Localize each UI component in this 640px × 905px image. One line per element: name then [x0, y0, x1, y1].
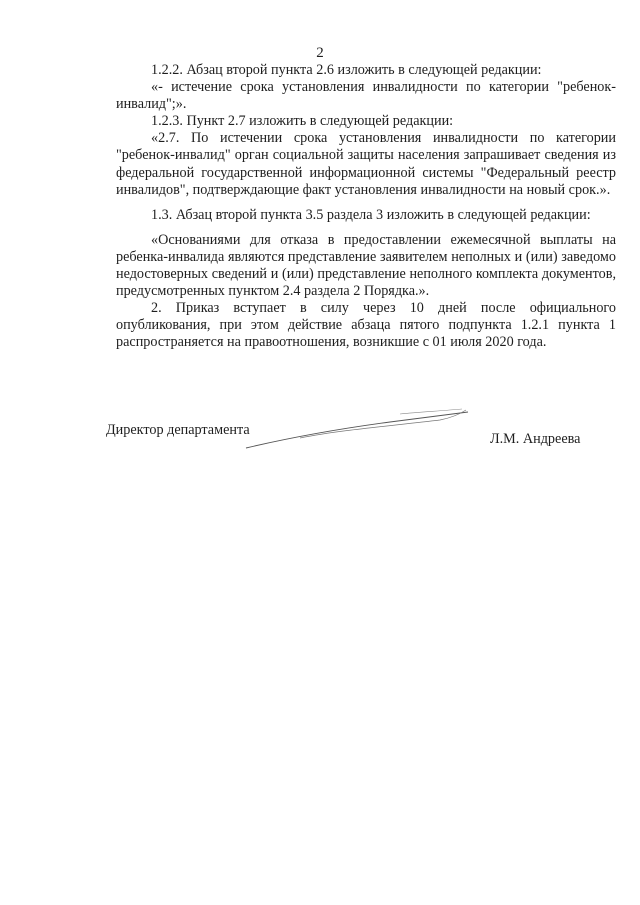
page-number: 2 — [316, 45, 324, 61]
signatory-title: Директор департамента — [106, 422, 250, 438]
paragraph-1-2-3: 1.2.3. Пункт 2.7 изложить в следующей редакции: — [151, 113, 454, 130]
paragraph-2: 2. Приказ вступает в силу через 10 дней после официального опубликования, при этом действие абзаца пятого подпункта 1.2.1 пункта 1 распространяется на правоотношения, возникшие с 01 июля 2020 года. — [116, 300, 616, 351]
paragraph-1-2-2: 1.2.2. Абзац второй пункта 2.6 изложить в следующей редакции: — [151, 62, 542, 78]
signatory-name: Л.М. Андреева — [490, 431, 581, 447]
paragraph-quote-2-7: «2.7. По истечении срока установления инвалидности по категории "ребенок-инвалид" орган социальной защиты населения запрашивает сведения из федеральной государственной информационной системы "Федеральный реестр инвалидов", подтверждающие факт установления инвалидности на новый срок.». — [116, 130, 616, 198]
handwritten-signature — [240, 400, 480, 460]
paragraph-quote-2-6: «- истечение срока установления инвалидности по категории "ребенок-инвалид";». — [116, 79, 616, 113]
paragraph-1-3: 1.3. Абзац второй пункта 3.5 раздела 3 изложить в следующей редакции: — [151, 206, 591, 223]
paragraph-quote-3-5: «Основаниями для отказа в предоставлении ежемесячной выплаты на ребенка-инвалида являются представление заявителем неполных и (или) заведомо недостоверных сведений и (или) представление неполного комплекта документов, предусмотренных пунктом 2.4 раздела 2 Порядка.». — [116, 231, 616, 300]
